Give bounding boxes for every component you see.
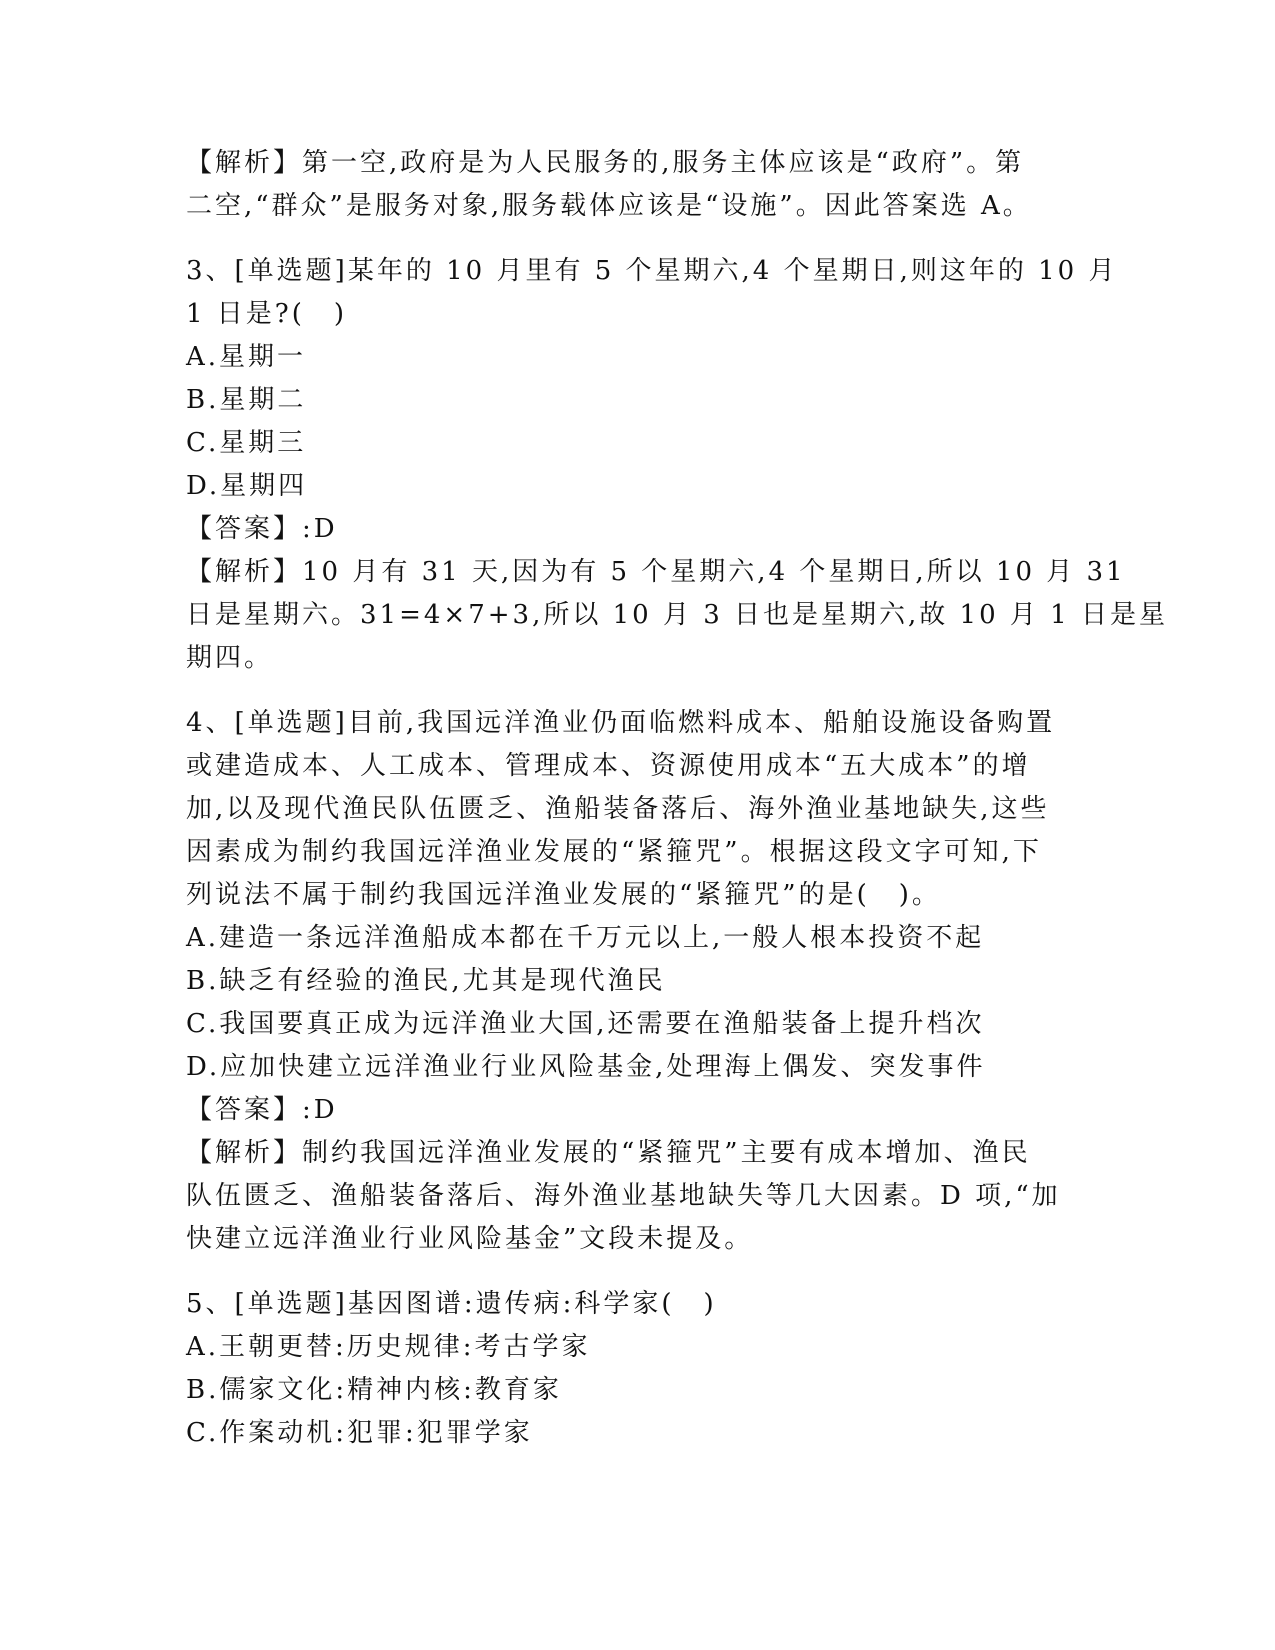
q3-option-d: D.星期四 <box>186 471 308 501</box>
section-gap <box>186 680 1076 702</box>
q4-analysis-line-2: 队伍匮乏、渔船装备落后、海外渔业基地缺失等几大因素。D 项,“加 <box>186 1181 1061 1211</box>
q5-stem: 5、[单选题]基因图谱:遗传病:科学家( ) <box>186 1289 717 1319</box>
q4-option-d: D.应加快建立远洋渔业行业风险基金,处理海上偶发、突发事件 <box>186 1052 986 1082</box>
q5-option-c: C.作案动机:犯罪:犯罪学家 <box>186 1418 533 1448</box>
q4-stem-line-4: 因素成为制约我国远洋渔业发展的“紧箍咒”。根据这段文字可知,下 <box>186 837 1042 867</box>
q3-option-c: C.星期三 <box>186 428 307 458</box>
q5-option-b: B.儒家文化:精神内核:教育家 <box>186 1375 562 1405</box>
document-page <box>186 142 1168 1455</box>
q3-analysis-line-1: 【解析】10 月有 31 天,因为有 5 个星期六,4 个星期日,所以 10 月 31 <box>186 557 1126 587</box>
q4-stem-line-5: 列说法不属于制约我国远洋渔业发展的“紧箍咒”的是( )。 <box>186 880 941 910</box>
q3-answer: 【答案】:D <box>186 514 338 544</box>
q4-option-b: B.缺乏有经验的渔民,尤其是现代渔民 <box>186 966 666 996</box>
q4-analysis-line-1: 【解析】制约我国远洋渔业发展的“紧箍咒”主要有成本增加、渔民 <box>186 1138 1031 1168</box>
q4-stem-line-2: 或建造成本、人工成本、管理成本、资源使用成本“五大成本”的增 <box>186 751 1031 781</box>
q4-answer: 【答案】:D <box>186 1095 338 1125</box>
section-gap <box>186 228 1076 250</box>
q3-option-b: B.星期二 <box>186 385 307 415</box>
q2-analysis-line-1: 【解析】第一空,政府是为人民服务的,服务主体应该是“政府”。第 <box>186 148 1025 178</box>
q4-option-c: C.我国要真正成为远洋渔业大国,还需要在渔船装备上提升档次 <box>186 1009 985 1039</box>
q3-option-a: A.星期一 <box>186 342 307 372</box>
q5-option-a: A.王朝更替:历史规律:考古学家 <box>186 1332 591 1362</box>
q3-stem-line-2: 1 日是?( ) <box>186 299 348 329</box>
q3-stem-line-1: 3、[单选题]某年的 10 月里有 5 个星期六,4 个星期日,则这年的 10 月 <box>186 256 1118 286</box>
q4-option-a: A.建造一条远洋渔船成本都在千万元以上,一般人根本投资不起 <box>186 923 985 953</box>
section-gap <box>186 1261 1076 1283</box>
q3-analysis-line-2: 日是星期六。31=4×7+3,所以 10 月 3 日也是星期六,故 10 月 1 日是星 <box>186 600 1168 630</box>
q4-analysis-line-3: 快建立远洋渔业行业风险基金”文段未提及。 <box>186 1224 754 1254</box>
q4-stem-line-1: 4、[单选题]目前,我国远洋渔业仍面临燃料成本、船舶设施设备购置 <box>186 708 1056 738</box>
q2-analysis-line-2: 二空,“群众”是服务对象,服务载体应该是“设施”。因此答案选 A。 <box>186 191 1032 221</box>
q4-stem-line-3: 加,以及现代渔民队伍匮乏、渔船装备落后、海外渔业基地缺失,这些 <box>186 794 1050 824</box>
q3-analysis-line-3: 期四。 <box>186 643 274 673</box>
